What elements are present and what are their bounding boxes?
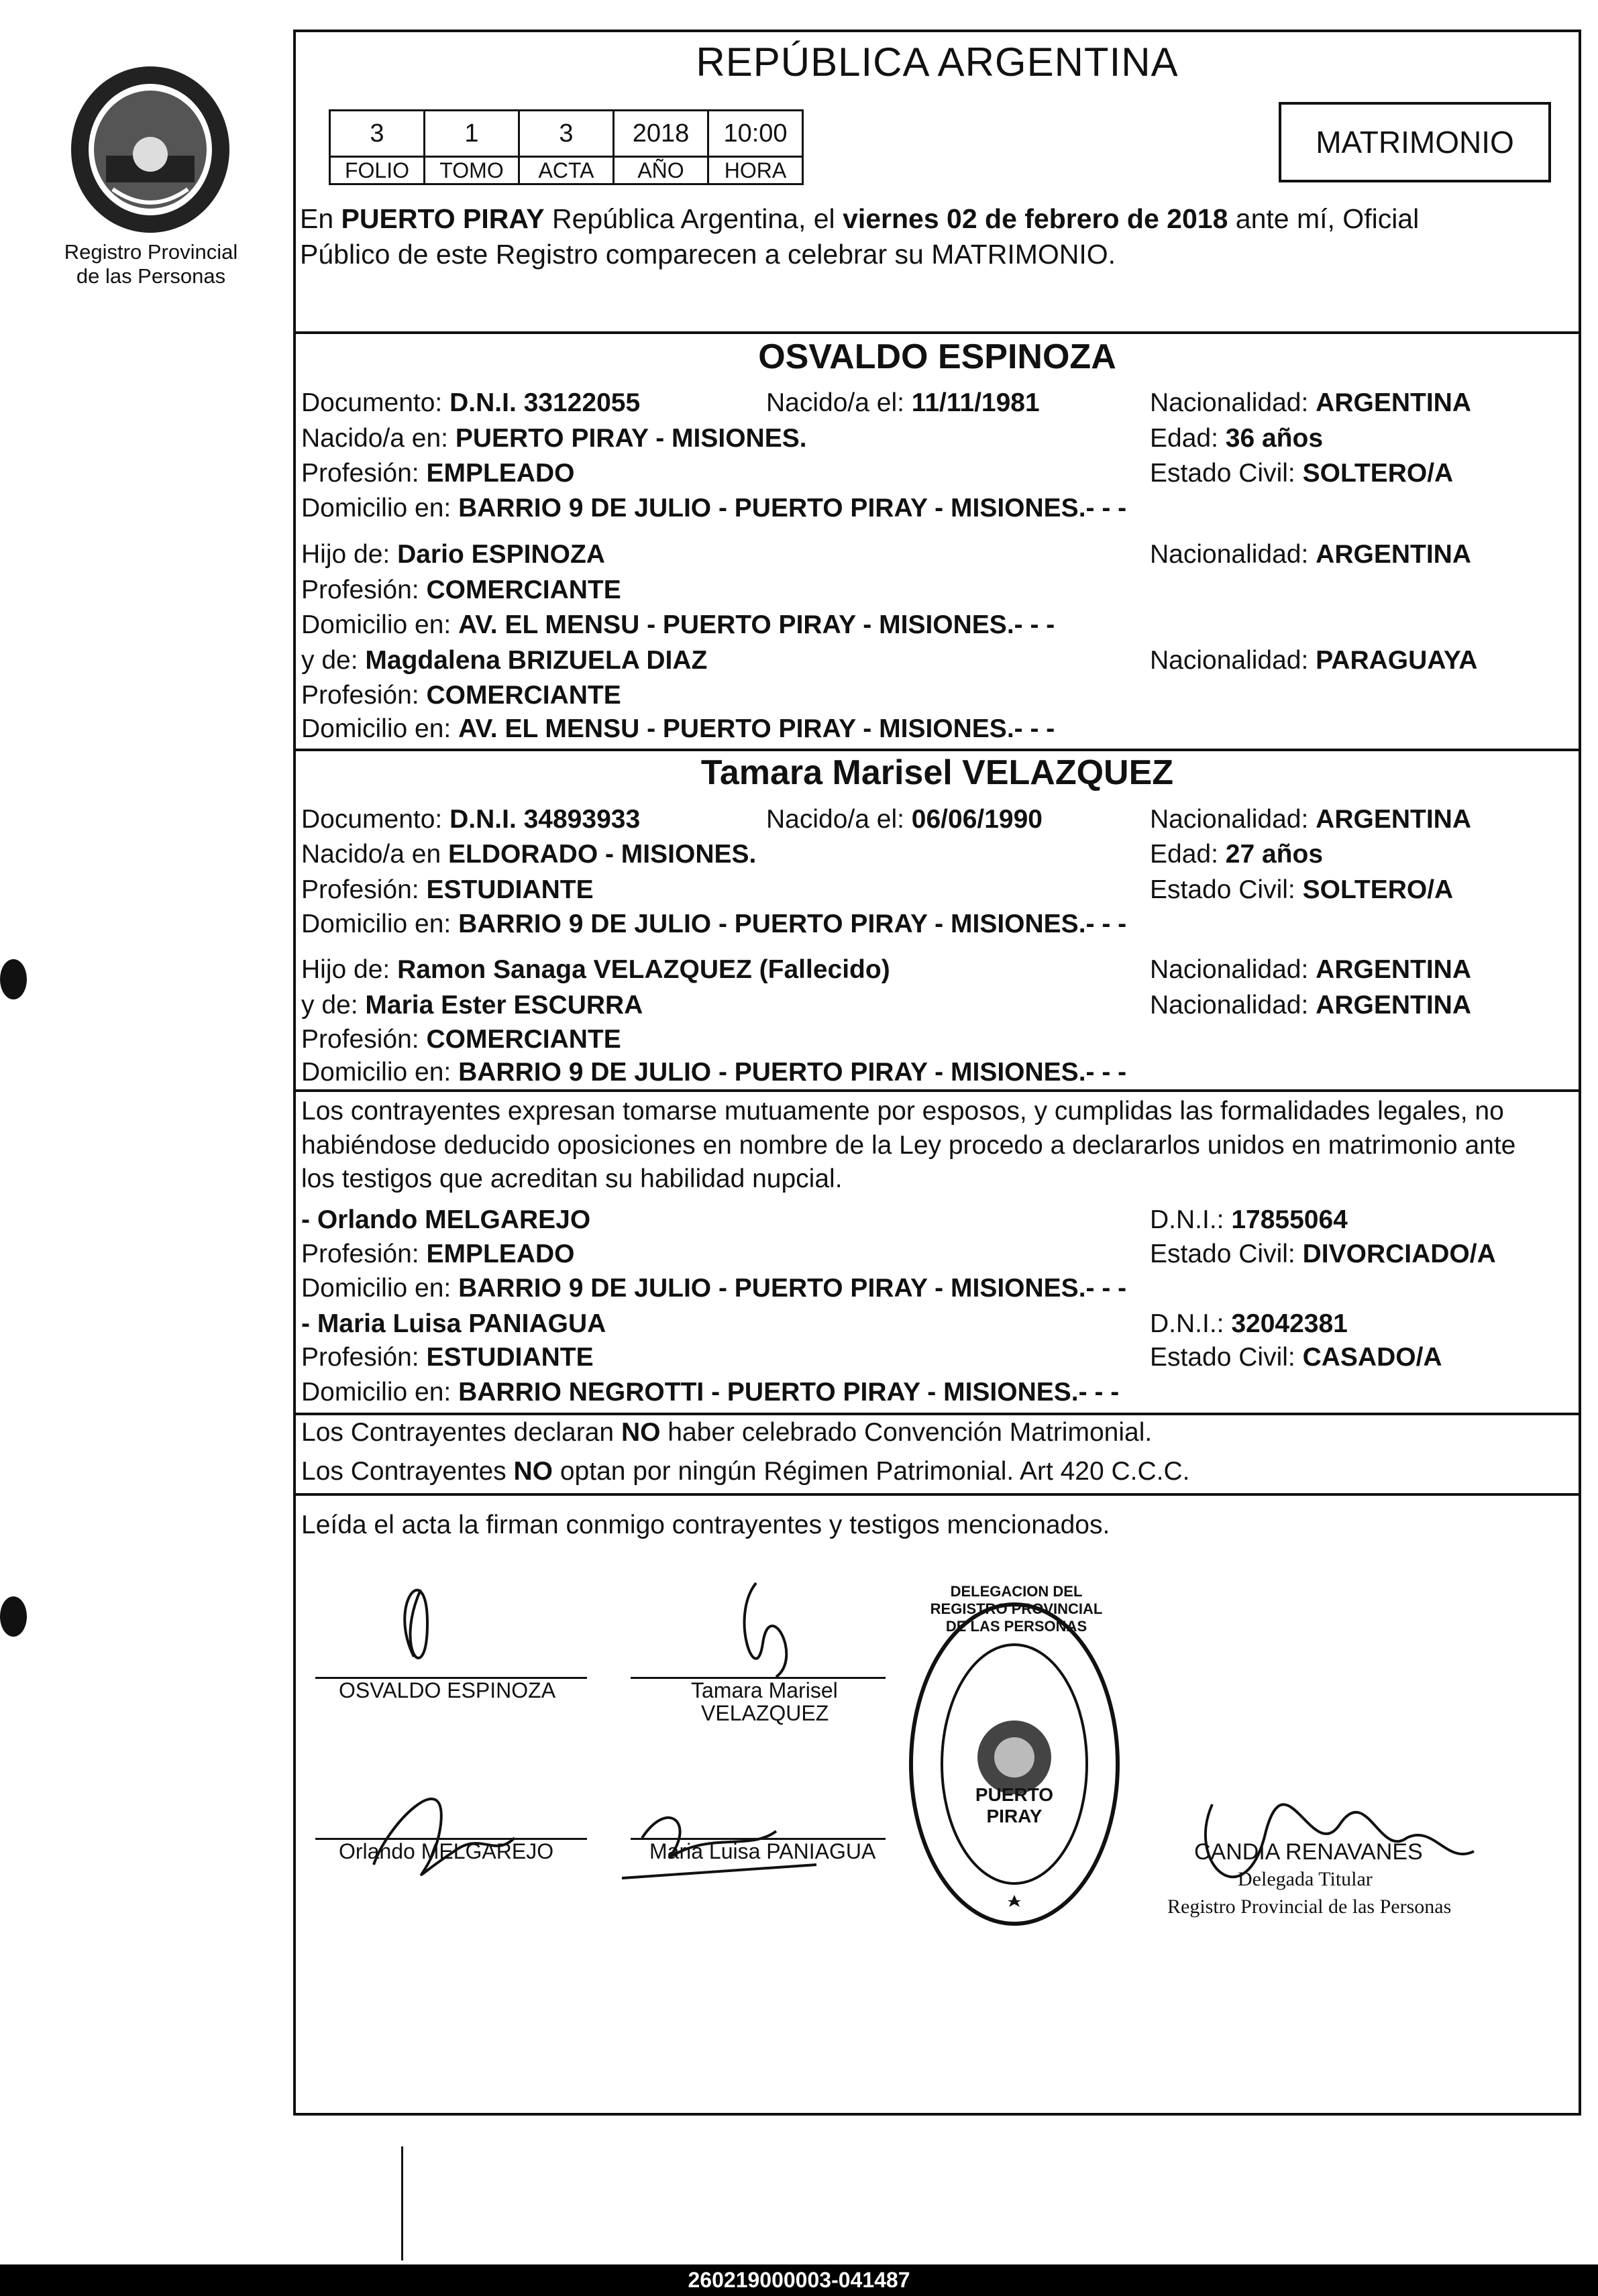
label: Documento: xyxy=(301,388,450,417)
witness1-address xyxy=(301,1272,1126,1305)
intro-text-1: En xyxy=(300,203,341,234)
label: Nacido/a en xyxy=(301,840,448,869)
value: BARRIO 9 DE JULIO - PUERTO PIRAY - MISIONES.- - - xyxy=(458,494,1127,523)
value: 17855064 xyxy=(1231,1205,1348,1234)
value: ARGENTINA xyxy=(1316,991,1472,1020)
spouse1-father xyxy=(301,539,605,571)
document-title: REPÚBLICA ARGENTINA xyxy=(696,40,1179,85)
value: PUERTO PIRAY - MISIONES. xyxy=(455,424,807,453)
label: Nacionalidad: xyxy=(1150,646,1316,675)
witness2-name: - Maria Luisa PANIAGUA xyxy=(301,1309,606,1338)
tomo-value: 1 xyxy=(425,111,519,157)
value: AV. EL MENSU - PUERTO PIRAY - MISIONES.- - - xyxy=(458,714,1055,743)
signame-witness2: Maria Luisa PANIAGUA xyxy=(649,1839,876,1863)
label: y de: xyxy=(301,646,366,675)
intro-line-2: Público de este Registro comparecen a celebrar su MATRIMONIO. xyxy=(300,239,1116,270)
label: Profesión: xyxy=(301,1240,427,1268)
closing-text: Leída el acta la firman conmigo contrayentes y testigos mencionados. xyxy=(301,1511,1110,1539)
spouse1-mother xyxy=(301,645,707,677)
text: Los Contrayentes xyxy=(301,1457,514,1486)
label: Domicilio en: xyxy=(301,714,459,743)
value: ARGENTINA xyxy=(1316,540,1472,569)
signame-witness1: Orlando MELGAREJO xyxy=(339,1839,554,1863)
acta-label: ACTA xyxy=(519,157,614,184)
spouse1-father-profession xyxy=(301,574,621,606)
declaration-line-1: Los contrayentes expresan tomarse mutuamente por esposos, y cumplidas las formalidades legales, no xyxy=(301,1097,1504,1126)
value: Dario ESPINOZA xyxy=(397,540,605,569)
value: BARRIO 9 DE JULIO - PUERTO PIRAY - MISIONES.- - - xyxy=(458,1058,1127,1087)
declaration-line-3: los testigos que acreditan su habilidad nupcial. xyxy=(301,1164,843,1193)
value: D.N.I. 34893933 xyxy=(449,805,641,834)
value: ARGENTINA xyxy=(1316,805,1472,834)
spouse2-nationality xyxy=(1150,804,1471,836)
stamp-inner-text: PUERTO PIRAY xyxy=(975,1784,1054,1826)
spouse1-mother-address xyxy=(301,713,1055,745)
label: Edad: xyxy=(1150,840,1226,869)
hour-label: HORA xyxy=(708,157,803,184)
value: ESTUDIANTE xyxy=(426,875,594,904)
spouse2-name: Tamara Marisel VELAZQUEZ xyxy=(700,753,1174,792)
witness2-civil xyxy=(1150,1342,1442,1374)
spouse2-parents-address xyxy=(301,1056,1126,1089)
acta-value: 3 xyxy=(519,111,614,157)
spouse2-document xyxy=(301,804,640,836)
label: Domicilio en: xyxy=(301,910,459,938)
witness1-name: - Orlando MELGAREJO xyxy=(301,1205,591,1234)
label: Nacionalidad: xyxy=(1150,388,1316,417)
value: BARRIO NEGROTTI - PUERTO PIRAY - MISIONES.- - - xyxy=(458,1378,1120,1407)
convention-line-2 xyxy=(301,1456,1190,1488)
act-type-box: MATRIMONIO xyxy=(1279,102,1551,182)
value: AV. EL MENSU - PUERTO PIRAY - MISIONES.- - - xyxy=(458,610,1055,639)
label: Nacionalidad: xyxy=(1150,991,1316,1020)
official-stamp xyxy=(907,1600,1122,1928)
spouse1-father-nationality xyxy=(1150,539,1471,571)
value: ARGENTINA xyxy=(1316,388,1472,417)
value: COMERCIANTE xyxy=(426,681,621,710)
value: ELDORADO - MISIONES. xyxy=(447,840,757,869)
value: D.N.I. 33122055 xyxy=(449,388,641,417)
folio-label: FOLIO xyxy=(330,157,425,184)
value: 11/11/1981 xyxy=(911,388,1040,417)
spouse1-civil xyxy=(1150,457,1453,490)
emphasis: NO xyxy=(513,1457,553,1486)
spouse1-name: OSVALDO ESPINOZA xyxy=(758,337,1116,376)
declaration-line-2: habiéndose deducido oposiciones en nombre de la Ley procedo a declararlos unidos en matrimonio ante xyxy=(301,1131,1516,1160)
divider-conventions xyxy=(293,1413,1581,1415)
spouse2-father xyxy=(301,954,890,986)
spouse1-mother-nationality xyxy=(1150,645,1477,677)
label: Domicilio en: xyxy=(301,1274,459,1303)
label: Nacido/a el: xyxy=(766,805,912,834)
label: Documento: xyxy=(301,805,450,834)
spouse2-born-in xyxy=(301,838,756,871)
spouse1-age xyxy=(1150,423,1323,455)
value: SOLTERO/A xyxy=(1302,459,1454,488)
value: DIVORCIADO/A xyxy=(1302,1240,1496,1268)
official-office: Registro Provincial de las Personas xyxy=(1167,1896,1452,1918)
value: BARRIO 9 DE JULIO - PUERTO PIRAY - MISIONES.- - - xyxy=(458,910,1127,938)
value: ARGENTINA xyxy=(1316,955,1472,984)
value: EMPLEADO xyxy=(426,1240,575,1268)
label: Edad: xyxy=(1150,424,1226,453)
text: optan por ningún Régimen Patrimonial. Art 420 C.C.C. xyxy=(553,1457,1190,1486)
spouse1-mother-profession xyxy=(301,679,621,712)
record-table xyxy=(329,109,804,185)
label: Profesión: xyxy=(301,1343,427,1372)
official-title: Delegada Titular xyxy=(1238,1868,1373,1890)
witness2-profession xyxy=(301,1342,594,1374)
signame-spouse1: OSVALDO ESPINOZA xyxy=(339,1678,556,1702)
value: EMPLEADO xyxy=(426,459,575,488)
year-label: AÑO xyxy=(614,157,708,184)
divider-header xyxy=(293,331,1581,334)
spouse2-mother xyxy=(301,989,643,1022)
label: Nacido/a en: xyxy=(301,424,456,453)
label: Estado Civil: xyxy=(1150,459,1303,488)
logo-caption-line2: de las Personas xyxy=(76,264,226,288)
label: Domicilio en: xyxy=(301,610,459,639)
text: haber celebrado Convención Matrimonial. xyxy=(660,1418,1153,1447)
province-logo xyxy=(66,62,235,237)
signame-spouse2-line1: Tamara Marisel xyxy=(691,1678,838,1702)
label: D.N.I.: xyxy=(1150,1309,1232,1338)
spouse1-born-on xyxy=(766,387,1040,419)
folio-value: 3 xyxy=(330,111,425,157)
spouse2-mother-nationality xyxy=(1150,989,1471,1022)
label: Domicilio en: xyxy=(301,494,459,523)
logo-caption-line1: Registro Provincial xyxy=(64,240,238,264)
margin-line xyxy=(401,2146,403,2260)
divider-declaration xyxy=(293,1089,1581,1092)
footer-barcode-text: 260219000003-041487 xyxy=(0,2264,1598,2296)
value: COMERCIANTE xyxy=(426,576,621,604)
spouse1-born-in xyxy=(301,423,807,455)
spouse2-profession xyxy=(301,874,594,906)
spouse1-document xyxy=(301,387,640,419)
text: Los Contrayentes declaran xyxy=(301,1418,621,1447)
label: D.N.I.: xyxy=(1150,1205,1232,1234)
value: 36 años xyxy=(1225,424,1324,453)
intro-place: PUERTO PIRAY xyxy=(341,203,545,234)
value: PARAGUAYA xyxy=(1316,646,1478,675)
value: Maria Ester ESCURRA xyxy=(365,991,643,1020)
intro-date: viernes 02 de febrero de 2018 xyxy=(843,203,1228,234)
spouse2-father-nationality xyxy=(1150,954,1471,986)
label: Profesión: xyxy=(301,875,427,904)
signame-spouse2-line2: VELAZQUEZ xyxy=(701,1701,829,1725)
intro-text-2: República Argentina, el xyxy=(544,203,843,234)
label: Nacionalidad: xyxy=(1150,540,1316,569)
witness1-civil xyxy=(1150,1238,1496,1270)
value: BARRIO 9 DE JULIO - PUERTO PIRAY - MISIONES.- - - xyxy=(458,1274,1127,1303)
divider-closing xyxy=(293,1493,1581,1496)
spouse1-profession xyxy=(301,457,574,490)
label: Nacionalidad: xyxy=(1150,805,1316,834)
label: Profesión: xyxy=(301,459,427,488)
value: 06/06/1990 xyxy=(911,805,1043,834)
divider-spouse1 xyxy=(293,749,1581,751)
value: COMERCIANTE xyxy=(426,1025,621,1054)
label: Nacido/a el: xyxy=(766,388,912,417)
value: Magdalena BRIZUELA DIAZ xyxy=(365,646,708,675)
punch-hole-top xyxy=(0,959,27,999)
spouse1-address xyxy=(301,492,1126,525)
witness1-dni xyxy=(1150,1204,1348,1236)
label: Estado Civil: xyxy=(1150,1240,1303,1268)
spouse2-age xyxy=(1150,838,1323,871)
value: SOLTERO/A xyxy=(1302,875,1454,904)
stamp-ring-text: DELEGACION DEL REGISTRO PROVINCIAL DE LAS PERSONAS xyxy=(930,1583,1103,1635)
label: y de: xyxy=(301,991,366,1020)
witness1-profession xyxy=(301,1238,574,1270)
label: Hijo de: xyxy=(301,540,398,569)
emphasis: NO xyxy=(621,1418,661,1447)
label: Domicilio en: xyxy=(301,1058,459,1087)
spouse2-civil xyxy=(1150,874,1453,906)
official-name: CANDIA RENAVANES xyxy=(1194,1839,1423,1865)
spouse2-born-on xyxy=(766,804,1043,836)
witness2-dni xyxy=(1150,1308,1348,1340)
intro-text-3: ante mí, Oficial xyxy=(1228,203,1420,234)
tomo-label: TOMO xyxy=(425,157,519,184)
spouse2-address xyxy=(301,908,1126,940)
intro-paragraph xyxy=(300,201,1578,272)
spouse2-parents-profession xyxy=(301,1024,621,1056)
label: Nacionalidad: xyxy=(1150,955,1316,984)
witness2-address xyxy=(301,1376,1119,1409)
year-value: 2018 xyxy=(614,111,708,157)
value: 27 años xyxy=(1225,840,1324,869)
label: Profesión: xyxy=(301,1025,427,1054)
value: 32042381 xyxy=(1231,1309,1348,1338)
spouse1-nationality xyxy=(1150,387,1471,419)
punch-hole-bottom xyxy=(0,1596,27,1637)
label: Estado Civil: xyxy=(1150,875,1303,904)
spouse1-father-address xyxy=(301,609,1055,641)
label: Profesión: xyxy=(301,576,427,604)
hour-value: 10:00 xyxy=(708,111,803,157)
label: Hijo de: xyxy=(301,955,398,984)
value: CASADO/A xyxy=(1302,1343,1442,1372)
value: ESTUDIANTE xyxy=(426,1343,594,1372)
label: Domicilio en: xyxy=(301,1378,459,1407)
label: Estado Civil: xyxy=(1150,1343,1303,1372)
label: Profesión: xyxy=(301,681,427,710)
convention-line-1 xyxy=(301,1417,1152,1449)
value: Ramon Sanaga VELAZQUEZ (Fallecido) xyxy=(397,955,890,984)
